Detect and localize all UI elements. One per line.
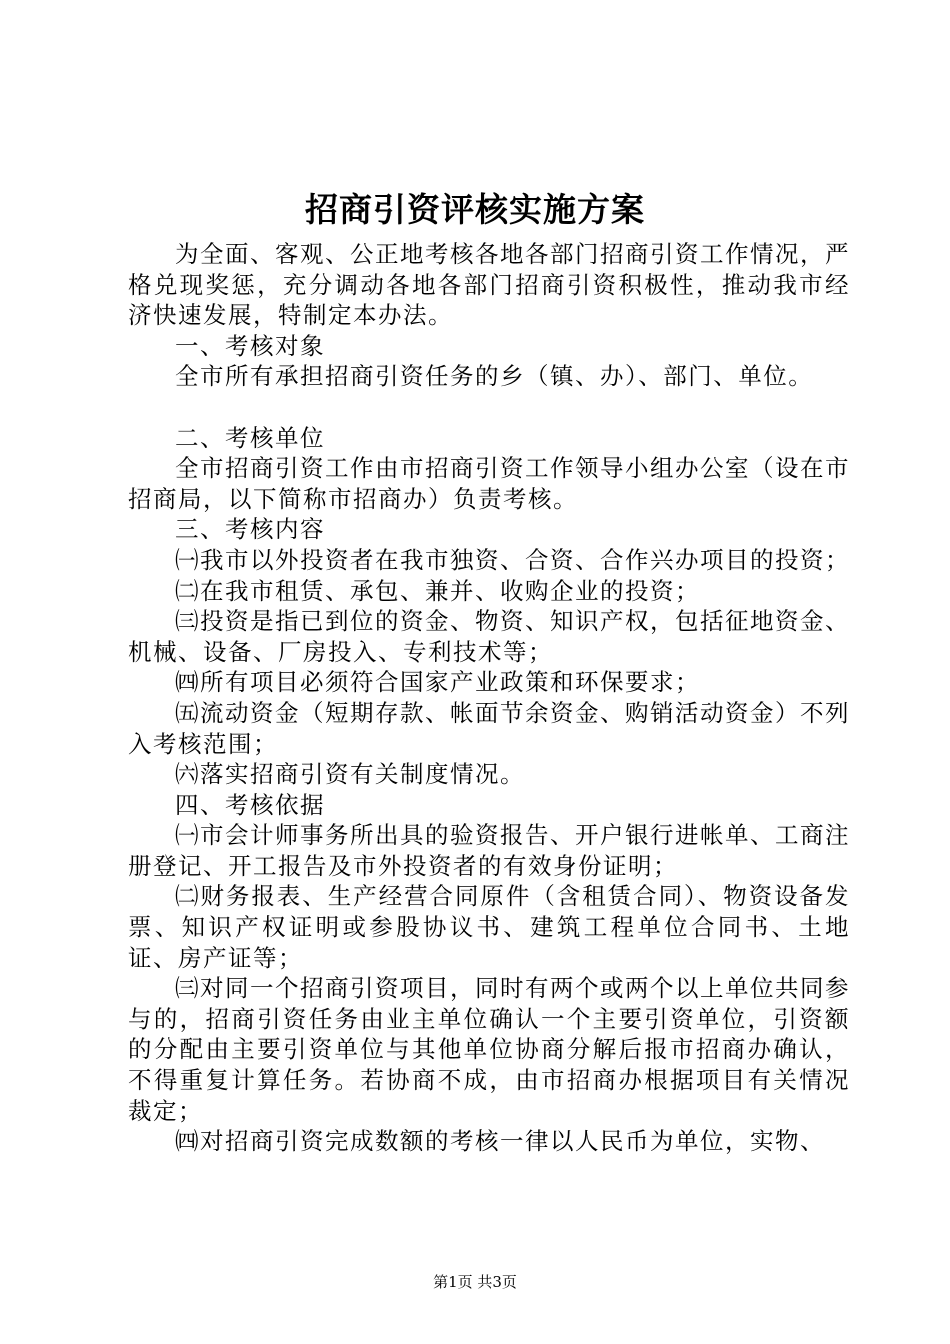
list-item: ㈢投资是指已到位的资金、物资、知识产权，包括征地资金、机械、设备、厂房投入、专利技术等； <box>128 607 850 666</box>
list-item: ㈠市会计师事务所出具的验资报告、开户银行进帐单、工商注册登记、开工报告及市外投资者的有效身份证明； <box>128 821 850 880</box>
intro-paragraph: 为全面、客观、公正地考核各地各部门招商引资工作情况，严格兑现奖惩，充分调动各地各部门招商引资积极性，推动我市经济快速发展，特制定本办法。 <box>128 240 850 330</box>
list-item: ㈣所有项目必须符合国家产业政策和环保要求； <box>175 668 700 697</box>
document-body <box>128 239 850 1157</box>
blank-line <box>128 392 850 423</box>
list-item: ㈣对招商引资完成数额的考核一律以人民币为单位，实物、 <box>175 1127 825 1156</box>
list-item: ㈥落实招商引资有关制度情况。 <box>175 760 525 789</box>
section-heading: 一、考核对象 <box>175 331 325 360</box>
list-item: ㈢对同一个招商引资项目，同时有两个或两个以上单位共同参与的，招商引资任务由业主单位确认一个主要引资单位，引资额的分配由主要引资单位与其他单位协商分解后报市招商办确认，不得重复计算任务。若协商不成，由市招商办根据项目有关情况裁定； <box>128 974 850 1125</box>
paragraph: 全市所有承担招商引资任务的乡（镇、办）、部门、单位。 <box>175 362 814 391</box>
list-item: ㈠我市以外投资者在我市独资、合资、合作兴办项目的投资； <box>175 545 850 574</box>
list-item: ㈤流动资金（短期存款、帐面节余资金、购销活动资金）不列入考核范围； <box>128 698 850 758</box>
page-number: 第1页 共3页 <box>433 1273 517 1291</box>
list-item: ㈡财务报表、生产经营合同原件（含租赁合同）、物资设备发票、知识产权证明或参股协议书、建筑工程单位合同书、土地证、房产证等； <box>128 882 850 972</box>
document-title: 招商引资评核实施方案 <box>305 190 645 229</box>
section-heading: 三、考核内容 <box>175 515 325 544</box>
section-heading: 四、考核依据 <box>175 790 325 819</box>
paragraph: 全市招商引资工作由市招商引资工作领导小组办公室（设在市招商局，以下简称市招商办）负责考核。 <box>128 454 850 513</box>
list-item: ㈡在我市租赁、承包、兼并、收购企业的投资； <box>175 576 700 605</box>
section-heading: 二、考核单位 <box>175 423 325 452</box>
